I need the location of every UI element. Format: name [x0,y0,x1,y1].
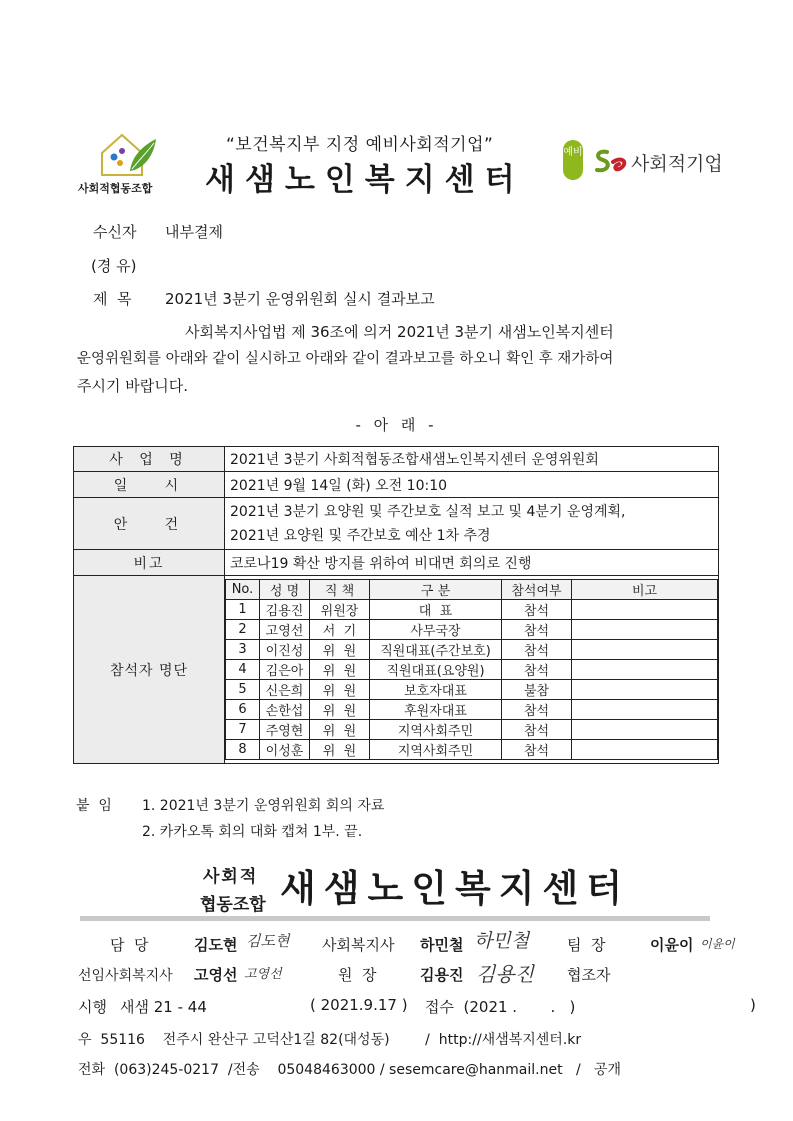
attendee-position: 위 원 [310,680,370,700]
attendee-name: 고영선 [260,620,310,640]
attendee-note [572,700,718,720]
table-row [74,498,719,550]
approver-5-name: 김용진 [420,966,464,984]
table-row [226,640,718,660]
body-line-3: 주시기 바랍니다. [77,377,188,395]
attendee-attendance: 참석 [502,720,572,740]
contact-line: 전화 (063)245-0217 /전송 05048463000 / sesemcare@hanmail.net / 공개 [78,1062,622,1078]
note-value: 코로나19 확산 방지를 위하여 비대면 회의로 진행 [225,550,719,576]
attendee-position: 위원장 [310,600,370,620]
attendee-note [572,660,718,680]
attendee-category: 직원대표(요양원) [370,660,502,680]
table-row [226,700,718,720]
social-enterprise-logo [563,140,733,184]
body-line-1: 사회복지사업법 제 36조에 의거 2021년 3분기 새샘노인복지센터 [185,323,614,341]
header-no: No. [226,580,260,600]
attendee-category: 후원자대표 [370,700,502,720]
approver-2-signature: 하민철 [474,930,530,952]
attendee-note [572,600,718,620]
approver-1-signature: 김도현 [246,932,290,950]
agenda-value [225,498,719,550]
attendee-position: 위 원 [310,640,370,660]
approver-3-label: 팀 장 [567,936,606,954]
attendees-cell [225,576,719,764]
via-label: (경 유) [91,257,137,275]
attendee-attendance: 참석 [502,620,572,640]
agenda-line-1: 2021년 3분기 요양원 및 주간보호 실적 보고 및 4분기 운영계획, [230,503,626,520]
table-row [226,720,718,740]
approver-2-label: 사회복지사 [322,936,395,954]
attendee-attendance: 참석 [502,640,572,660]
date-label: 일 시 [74,472,225,498]
attendee-attendance: 참석 [502,700,572,720]
agenda-label: 안 건 [74,498,225,550]
approver-1-name: 김도현 [194,936,238,954]
approver-3-signature: 이윤이 [700,937,735,951]
issue-date: ( 2021.9.17 ) [310,996,408,1014]
approver-4-label: 선임사회복지사 [78,968,173,984]
attendee-name: 이진성 [260,640,310,660]
attendee-position: 위 원 [310,740,370,760]
business-label: 사 업 명 [74,447,225,472]
approver-5-signature: 김용진 [476,962,534,986]
attendee-no: 4 [226,660,260,680]
attachments-label: 붙 임 [76,798,112,814]
attendee-category: 보호자대표 [370,680,502,700]
attendee-no: 6 [226,700,260,720]
recipient-value: 내부결제 [165,223,223,241]
table-row [226,620,718,640]
attachment-item-1: 1. 2021년 3분기 운영위원회 회의 자료 [142,798,385,814]
meeting-info-table [73,446,719,764]
attendees-label: 참석자 명단 [74,576,225,764]
footer-org-name: 새샘노인복지센터 [280,867,630,910]
details-heading: - 아 래 - [355,416,438,434]
attendee-position: 서 기 [310,620,370,640]
attendee-attendance: 참석 [502,660,572,680]
attendee-name: 이성훈 [260,740,310,760]
attendee-category: 지역사회주민 [370,720,502,740]
table-row [74,472,719,498]
attendee-position: 위 원 [310,700,370,720]
attendee-category: 대 표 [370,600,502,620]
header-position: 직 책 [310,580,370,600]
approver-3-name: 이윤이 [650,936,694,954]
table-row [74,550,719,576]
attendee-no: 3 [226,640,260,660]
attendee-name: 김용진 [260,600,310,620]
footer-divider [80,916,710,921]
attendee-attendance: 불참 [502,680,572,700]
attendee-note [572,620,718,640]
approver-5-label: 원 장 [338,966,377,984]
issue-label: 시행 [78,998,107,1016]
business-value: 2021년 3분기 사회적협동조합새샘노인복지센터 운영위원회 [225,447,719,472]
attendee-category: 직원대표(주간보호) [370,640,502,660]
header-note: 비고 [572,580,718,600]
date-value: 2021년 9월 14일 (화) 오전 10:10 [225,472,719,498]
attendee-name: 주영현 [260,720,310,740]
body-line-2: 운영위원회를 아래와 같이 실시하고 아래와 같이 결과보고를 하오니 확인 후 재가하여 [77,351,614,367]
table-row [226,740,718,760]
recipient-label: 수신자 [93,223,137,241]
cooperative-logo-text: 사회적협동조합 [78,182,153,195]
attendee-category: 사무국장 [370,620,502,640]
center-title: 새샘노인복지센터 [205,162,525,198]
attachment-item-2: 2. 카카오톡 회의 대화 캡쳐 1부. 끝. [142,824,363,840]
attendee-note [572,740,718,760]
attendee-note [572,640,718,660]
attendee-category: 지역사회주민 [370,740,502,760]
social-enterprise-text: 사회적기업 [631,153,723,175]
attendee-attendance: 참석 [502,600,572,620]
subject-label: 제 목 [93,290,132,308]
cooperator-label: 협조자 [567,966,611,984]
address-line: 우 55116 전주시 완산구 고덕산1길 82(대성동) / http://새샘복지센터.kr [78,1032,582,1048]
attendee-no: 5 [226,680,260,700]
social-enterprise-badge: 예비 [563,140,583,180]
attendee-note [572,680,718,700]
receipt-close: ) [750,996,756,1014]
attendee-name: 신은희 [260,680,310,700]
agenda-line-2: 2021년 요양원 및 주간보호 예산 1차 추경 [230,527,491,544]
approver-4-name: 고영선 [194,966,238,984]
attendee-note [572,720,718,740]
org-type-line-1: 사회적 [203,867,259,887]
attendee-header-row [226,580,718,600]
attendee-position: 위 원 [310,720,370,740]
attendee-name: 김은아 [260,660,310,680]
attendee-position: 위 원 [310,660,370,680]
subject-value: 2021년 3분기 운영위원회 실시 결과보고 [165,290,435,308]
table-row [226,660,718,680]
attendee-table [225,579,718,760]
approver-4-signature: 고영선 [244,967,282,982]
table-row [226,600,718,620]
note-label: 비고 [74,550,225,576]
se-mark-icon [585,144,631,178]
attendee-name: 손한섭 [260,700,310,720]
org-type-line-2: 협동조합 [200,895,266,915]
attendee-no: 7 [226,720,260,740]
attendee-no: 1 [226,600,260,620]
header-attendance: 참석여부 [502,580,572,600]
header-name: 성 명 [260,580,310,600]
table-row [74,576,719,764]
designation-subtitle: “보건복지부 지정 예비사회적기업” [226,135,494,155]
attendee-no: 8 [226,740,260,760]
table-row [74,447,719,472]
attendee-attendance: 참석 [502,740,572,760]
attendee-no: 2 [226,620,260,640]
header-category: 구 분 [370,580,502,600]
table-row [226,680,718,700]
receipt-field: 접수 (2021 . . ) [425,998,576,1016]
issue-number: 새샘 21 - 44 [120,998,207,1016]
approver-2-name: 하민철 [420,936,464,954]
approver-1-label: 담 당 [110,936,149,954]
